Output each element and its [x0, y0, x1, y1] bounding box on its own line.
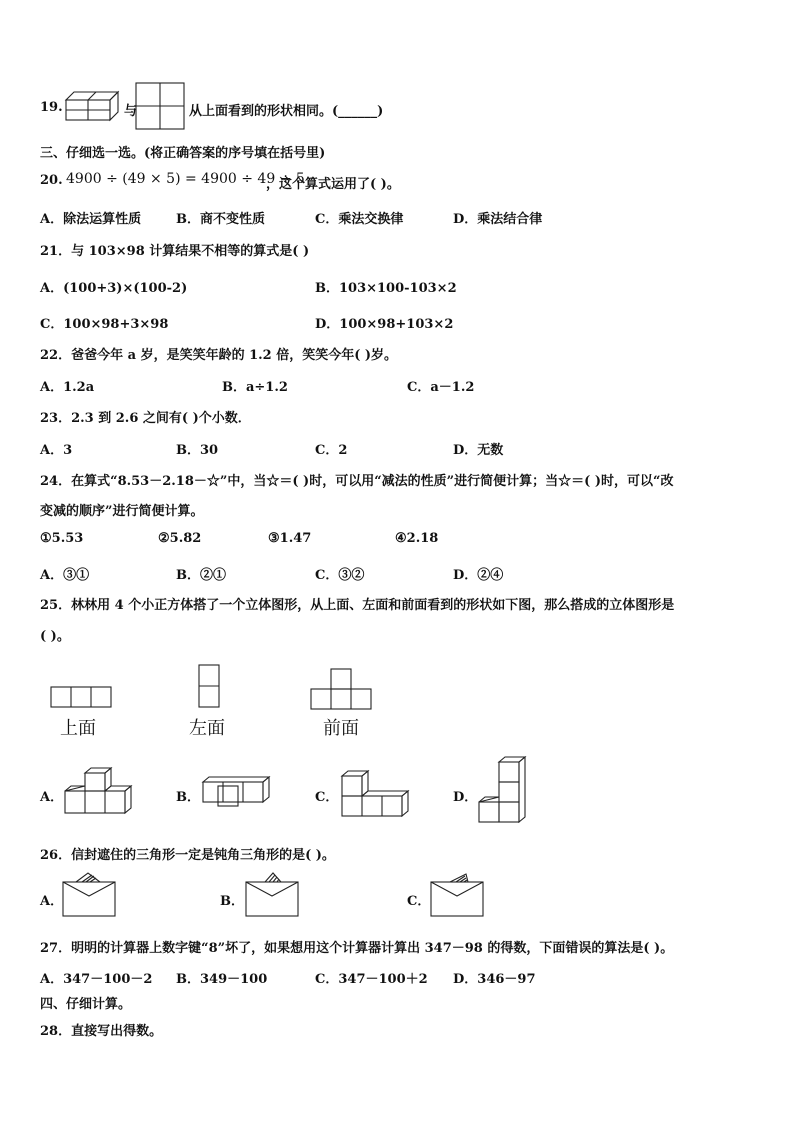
- q19-number: 19.: [40, 100, 63, 115]
- q20-option-b[interactable]: B．商不变性质: [176, 212, 265, 227]
- q25-front-view: [310, 668, 374, 712]
- q24-choice-2: ②5.82: [158, 531, 202, 546]
- q25-option-c-figure[interactable]: [341, 770, 413, 820]
- q26-option-b-envelope[interactable]: [245, 872, 301, 920]
- q25-front-view-label: 前面: [323, 718, 359, 739]
- q25-top-view-label: 上面: [60, 718, 96, 739]
- q19-figure-3d-blocks: [62, 88, 122, 124]
- q19-figure-grid: [135, 82, 187, 132]
- q20-number: 20.: [40, 173, 63, 188]
- q22-option-c[interactable]: C．a－1.2: [407, 380, 475, 395]
- q23-stem: 23．2.3 到 2.6 之间有( )个小数．: [40, 411, 251, 426]
- q24-choice-3: ③1.47: [268, 531, 312, 546]
- q24-option-d[interactable]: D．②④: [453, 568, 504, 583]
- q24-choice-4: ④2.18: [395, 531, 439, 546]
- q27-option-d[interactable]: D．346－97: [453, 972, 536, 987]
- q25-option-c-label[interactable]: C．: [315, 790, 339, 805]
- q20-text: ，这个算式运用了( )。: [266, 177, 400, 192]
- q25-option-a-label[interactable]: A．: [40, 790, 64, 805]
- q26-option-c-label[interactable]: C．: [407, 894, 431, 909]
- q21-option-b[interactable]: B．103×100-103×2: [315, 281, 457, 296]
- q23-option-a[interactable]: A．3: [40, 443, 73, 458]
- q25-option-a-figure[interactable]: [64, 770, 134, 818]
- q24-option-b[interactable]: B．②①: [176, 568, 226, 583]
- q22-option-a[interactable]: A．1.2a: [40, 380, 95, 395]
- q25-left-view-label: 左面: [189, 718, 225, 739]
- q20-option-d[interactable]: D．乘法结合律: [453, 212, 543, 227]
- q25-option-b-label[interactable]: B．: [176, 790, 200, 805]
- q26-option-a-label[interactable]: A．: [40, 894, 64, 909]
- q27-stem: 27．明明的计算器上数字键“8”坏了，如果想用这个计算器计算出 347－98 的得数，下面错误的算法是( )。: [40, 941, 674, 956]
- q24-stem-line2: 变减的顺序”进行简便计算。: [40, 504, 204, 519]
- q25-option-b-figure[interactable]: [202, 776, 272, 808]
- q25-left-view: [198, 664, 222, 710]
- q25-top-view: [50, 686, 114, 710]
- section-3-heading: 三、仔细选一选。(将正确答案的序号填在括号里): [40, 146, 326, 161]
- q22-stem: 22．爸爸今年 a 岁，是笑笑年龄的 1.2 倍，笑笑今年( )岁。: [40, 348, 398, 363]
- q19-mid-text: 与: [124, 104, 138, 119]
- q23-option-c[interactable]: C．2: [315, 443, 348, 458]
- q21-option-c[interactable]: C．100×98+3×98: [40, 317, 169, 332]
- q21-stem: 21．与 103×98 计算结果不相等的算式是( ): [40, 244, 310, 259]
- q21-option-a[interactable]: A．(100+3)×(100-2): [40, 281, 188, 296]
- q22-option-b[interactable]: B．a÷1.2: [222, 380, 288, 395]
- q26-stem: 26．信封遮住的三角形一定是钝角三角形的是( )。: [40, 848, 335, 863]
- q20-option-c[interactable]: C．乘法交换律: [315, 212, 404, 227]
- q19-end-text: 从上面看到的形状相同。(______): [189, 104, 384, 119]
- q28-stem: 28．直接写出得数。: [40, 1024, 163, 1039]
- q20-formula: 4900 ÷ (49 × 5) = 4900 ÷ 49 ÷ 5: [66, 171, 305, 187]
- q27-option-a[interactable]: A．347－100－2: [40, 972, 153, 987]
- q27-option-c[interactable]: C．347－100＋2: [315, 972, 428, 987]
- q26-option-c-envelope[interactable]: [430, 872, 486, 920]
- q26-option-b-label[interactable]: B．: [220, 894, 244, 909]
- q23-option-b[interactable]: B．30: [176, 443, 219, 458]
- q27-option-b[interactable]: B．349－100: [176, 972, 268, 987]
- q24-option-c[interactable]: C．③②: [315, 568, 365, 583]
- q20-option-a[interactable]: A．除法运算性质: [40, 212, 142, 227]
- section-4-heading: 四、仔细计算。: [40, 997, 132, 1012]
- q25-stem-line2: ( )。: [40, 629, 70, 644]
- q25-option-d-figure[interactable]: [478, 758, 528, 824]
- q26-option-a-envelope[interactable]: [62, 872, 118, 920]
- q23-option-d[interactable]: D．无数: [453, 443, 504, 458]
- q21-option-d[interactable]: D．100×98+103×2: [315, 317, 454, 332]
- q24-choice-1: ①5.53: [40, 531, 84, 546]
- q24-stem-line1: 24．在算式“8.53－2.18－☆”中，当☆＝( )时，可以用“减法的性质”进行简便计算；当☆＝( )时，可以“改: [40, 474, 674, 489]
- q24-option-a[interactable]: A．③①: [40, 568, 90, 583]
- q25-stem-line1: 25．林林用 4 个小正方体搭了一个立体图形，从上面、左面和前面看到的形状如下图，那么搭成的立体图形是: [40, 598, 675, 613]
- q25-option-d-label[interactable]: D．: [453, 790, 478, 805]
